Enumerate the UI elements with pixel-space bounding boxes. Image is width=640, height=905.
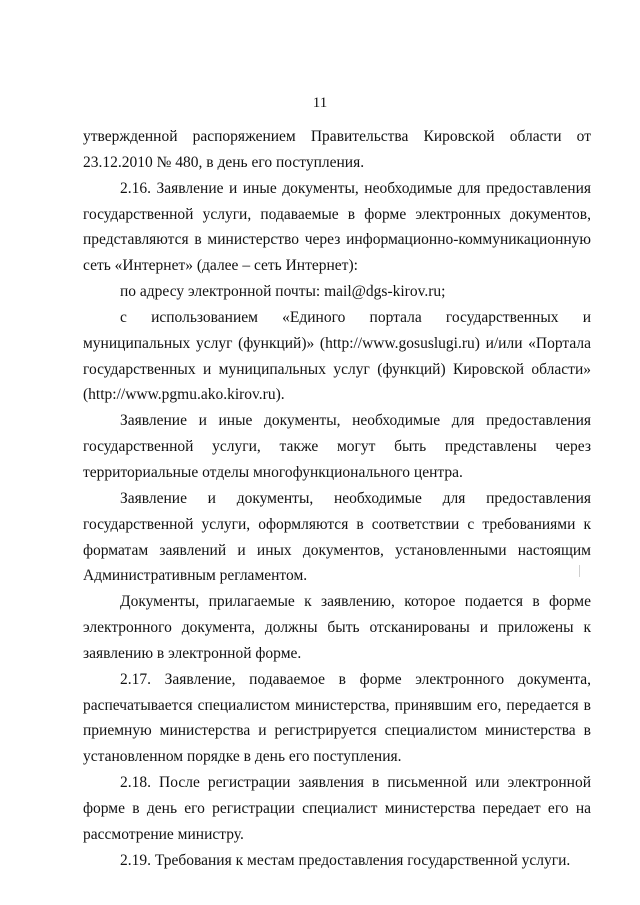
paragraph-2-19: 2.19. Требования к местам предоставления государственной услуги.: [120, 851, 571, 869]
paragraph-mfc-offices: Заявление и иные документы, необходимые для предоставления государственной услуги, также могут быть представлены через территориальные отделы многофункционального центра.: [83, 412, 591, 481]
paragraph-2-16: 2.16. Заявление и иные документы, необходимые для предоставления государственной услуги, подаваемые в форме электронных документов, представляются в министерство через информационно-коммуникационную сеть «Интернет» (далее – сеть Интернет):: [83, 179, 591, 275]
document-body: [83, 124, 591, 873]
paragraph-2-18: 2.18. После регистрации заявления в письменной или электронной форме в день его регистрации специалист министерства передает его на рассмотрение министру.: [83, 774, 591, 843]
paragraph-portals: с использованием «Единого портала государственных и муниципальных услуг (функций)» (http://www.gosuslugi.ru) и/или «Портала государственных и муниципальных услуг (функций) Кировской области» (http://www.pgmu.ako.kirov.ru).: [83, 308, 591, 404]
paragraph-continuation: утвержденной распоряжением Правительства Кировской области от 23.12.2010 № 480, в день его поступления.: [83, 128, 591, 171]
scan-artifact-mark: [579, 565, 580, 577]
paragraph-format-requirements: Заявление и документы, необходимые для предоставления государственной услуги, оформляются в соответствии с требованиями к форматам заявлений и иных документов, установленными настоящим Административным регламентом.: [83, 489, 591, 585]
paragraph-scanned-attachments: Документы, прилагаемые к заявлению, которое подается в форме электронного документа, должны быть отсканированы и приложены к заявлению в электронной форме.: [83, 593, 591, 662]
page-number: 11: [312, 95, 328, 111]
paragraph-2-17: 2.17. Заявление, подаваемое в форме электронного документа, распечатывается специалистом министерства, принявшим его, передается в приемную министерства и регистрируется специалистом министерства в установленном порядке в день его поступления.: [83, 670, 591, 766]
paragraph-email-address: по адресу электронной почты: mail@dgs-kirov.ru;: [120, 283, 446, 301]
